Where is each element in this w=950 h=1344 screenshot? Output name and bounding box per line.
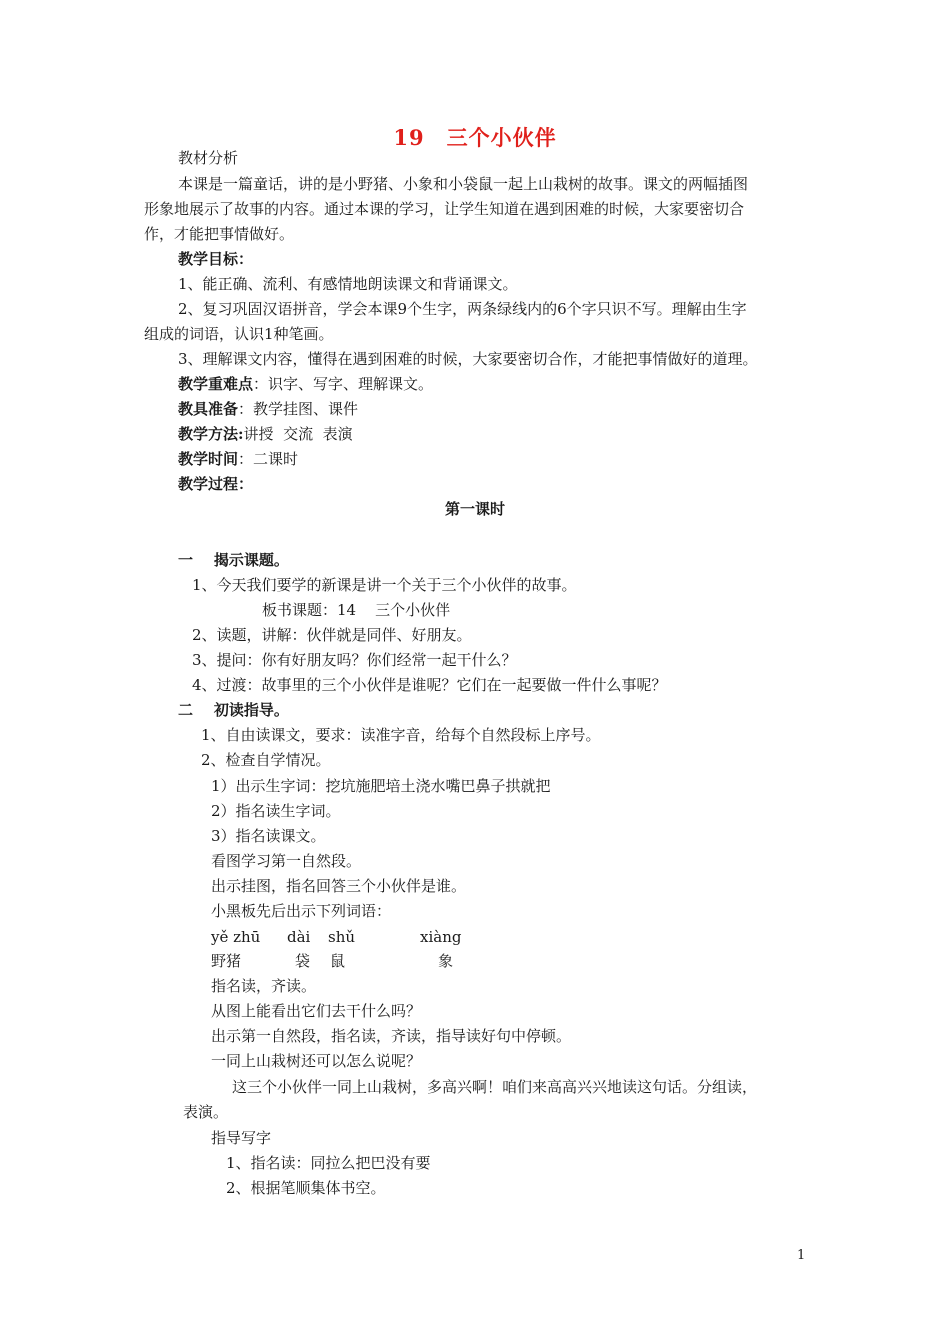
pinyin-shu: shǔ [328, 928, 356, 946]
goal-3: 3、理解课文内容，懂得在遇到困难的时候，大家要密切合作，才能把事情做好的道理。 [178, 350, 758, 368]
teaching-method [178, 424, 353, 444]
teaching-tools [178, 399, 358, 419]
sub-item-2: 2）指名读生字词。 [211, 802, 341, 820]
teaching-method-value: 讲授 交流 表演 [243, 425, 353, 443]
pinyin-dai: dài [287, 928, 311, 946]
teaching-tools-label: 教具准备 [178, 400, 239, 418]
lesson-title [0, 122, 950, 152]
section-2-heading: 二 初读指导。 [178, 701, 289, 719]
section-1-item-1: 1、今天我们要学的新课是讲一个关于三个小伙伴的故事。 [192, 576, 577, 594]
para-7: 一同上山栽树还可以怎么说呢？ [211, 1052, 422, 1070]
lesson-number: 19 [393, 125, 425, 150]
section-1-heading: 一 揭示课题。 [178, 551, 289, 569]
lesson-period-heading: 第一课时 [444, 500, 505, 518]
analysis-line-2: 形象地展示了故事的内容。通过本课的学习，让学生知道在遇到困难的时候，大家要密切合 [144, 200, 745, 218]
teaching-time-label: 教学时间 [178, 450, 239, 468]
key-points-value: ：识字、写字、理解课文。 [253, 375, 434, 393]
goal-1: 1、能正确、流利、有感情地朗读课文和背诵课文。 [178, 275, 518, 293]
word-xiang: 象 [438, 952, 454, 970]
para-8-line-1: 这三个小伙伴一同上山栽树，多高兴啊！咱们来高高兴兴地读这句话。分组读， [232, 1078, 758, 1096]
key-points-label: 教学重难点 [178, 375, 254, 393]
section-2-item-1: 1、自由读课文，要求：读准字音，给每个自然段标上序号。 [201, 726, 601, 744]
analysis-heading: 教材分析 [178, 149, 239, 167]
teaching-method-label: 教学方法: [178, 425, 244, 443]
analysis-line-3: 作，才能把事情做好。 [144, 225, 295, 243]
para-1: 看图学习第一自然段。 [211, 852, 362, 870]
section-1-item-2: 2、读题，讲解：伙伴就是同伴、好朋友。 [192, 626, 472, 644]
para-4: 指名读，齐读。 [211, 977, 317, 995]
page-number: 1 [797, 1248, 806, 1263]
section-2-item-2: 2、检查自学情况。 [201, 751, 331, 769]
teaching-time-value: ：二课时 [238, 450, 299, 468]
writing-item-2: 2、根据笔顺集体书空。 [226, 1179, 386, 1197]
teaching-time [178, 449, 298, 469]
section-1-item-3: 3、提问：你有好朋友吗？你们经常一起干什么？ [192, 651, 517, 669]
teaching-tools-value: ：教学挂图、课件 [238, 400, 359, 418]
goals-heading: 教学目标： [178, 250, 254, 268]
teaching-process-label: 教学过程： [178, 475, 254, 493]
sub-item-1: 1）出示生字词：挖坑施肥培土浇水嘴巴鼻子拱就把 [211, 777, 551, 795]
para-5: 从图上能看出它们去干什么吗？ [211, 1002, 422, 1020]
para-8-line-2: 表演。 [183, 1103, 229, 1121]
section-1-board-title: 板书课题：14 三个小伙伴 [262, 601, 451, 619]
pinyin-xiang: xiàng [420, 928, 462, 946]
key-points [178, 374, 433, 394]
word-dai: 袋 [295, 952, 311, 970]
goal-2-line-2: 组成的词语，认识1种笔画。 [144, 325, 334, 343]
goal-2-line-1: 2、复习巩固汉语拼音，学会本课9个生字，两条绿线内的6个字只识不写。理解由生字 [178, 300, 747, 318]
word-ye-zhu: 野猪 [211, 952, 242, 970]
word-shu: 鼠 [330, 952, 346, 970]
para-9: 指导写字 [211, 1129, 272, 1147]
writing-item-1: 1、指名读：同拉么把巴没有要 [226, 1154, 431, 1172]
para-2: 出示挂图，指名回答三个小伙伴是谁。 [211, 877, 467, 895]
analysis-line-1: 本课是一篇童话，讲的是小野猪、小象和小袋鼠一起上山栽树的故事。课文的两幅插图 [178, 175, 749, 193]
lesson-title-text: 三个小伙伴 [446, 125, 557, 150]
pinyin-ye-zhu: yě zhū [211, 928, 261, 946]
para-6: 出示第一自然段，指名读，齐读，指导读好句中停顿。 [211, 1027, 572, 1045]
para-3: 小黑板先后出示下列词语： [211, 902, 392, 920]
section-1-item-4: 4、过渡：故事里的三个小伙伴是谁呢？它们在一起要做一件什么事呢？ [192, 676, 667, 694]
sub-item-3: 3）指名读课文。 [211, 827, 326, 845]
